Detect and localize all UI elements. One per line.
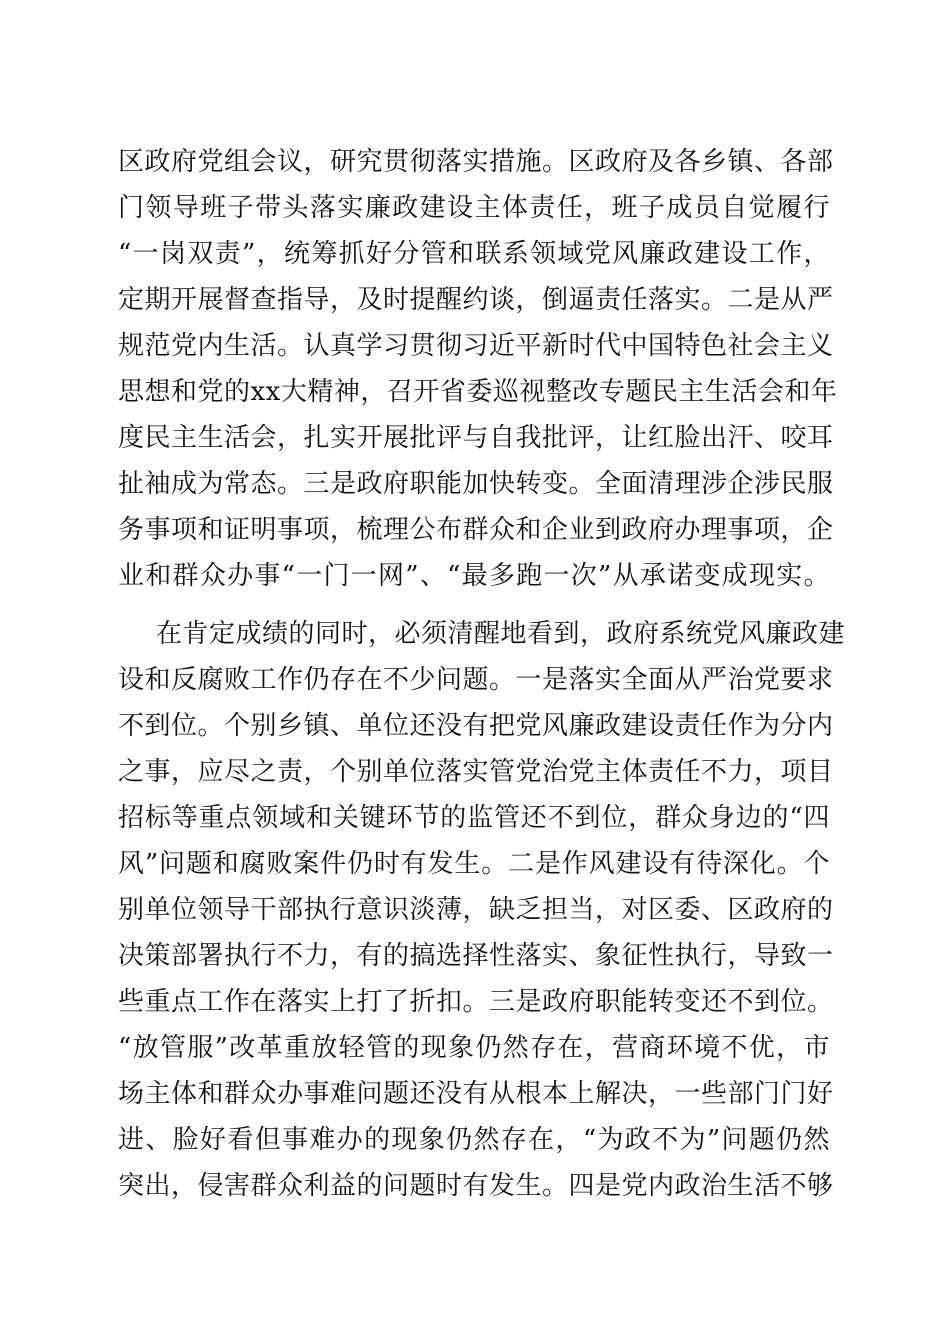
text-line: 区政府党组会议，研究贯彻落实措施。区政府及各乡镇、各部	[118, 147, 834, 177]
text-line: 突出，侵害群众利益的问题时有发生。四是党内政治生活不够	[118, 1171, 834, 1201]
text-line: 门领导班子带头落实廉政建设主体责任，班子成员自觉履行	[118, 193, 830, 223]
text-line: 设和反腐败工作仍存在不少问题。一是落实全面从严治党要求	[118, 665, 834, 695]
text-line: 不到位。个别乡镇、单位还没有把党风廉政建设责任作为分内	[118, 711, 834, 741]
text-line: 务事项和证明事项，梳理公布群众和企业到政府办理事项，企	[118, 515, 834, 545]
text-line: 场主体和群众办事难问题还没有从根本上解决，一些部门门好	[118, 1079, 834, 1109]
text-line: “一岗双责”，统筹抓好分管和联系领域党风廉政建设工作，	[118, 239, 830, 269]
text-line: 业和群众办事“一门一网”、“最多跑一次”从承诺变成现实。	[118, 561, 830, 591]
text-line: 思想和党的xx大精神，召开省委巡视整改专题民主生活会和年	[118, 377, 838, 407]
text-line: 规范党内生活。认真学习贯彻习近平新时代中国特色社会主义	[118, 331, 834, 361]
text-line: 进、脸好看但事难办的现象仍然存在，“为政不为”问题仍然	[118, 1125, 830, 1155]
text-line: 扯袖成为常态。三是政府职能加快转变。全面清理涉企涉民服	[118, 469, 834, 499]
paragraph-first-line: 在肯定成绩的同时，必须清醒地看到，政府系统党风廉政建	[156, 619, 846, 649]
text-line: 决策部署执行不力，有的搞选择性落实、象征性执行，导致一	[118, 941, 834, 971]
text-line: “放管服”改革重放轻管的现象仍然存在，营商环境不优，市	[118, 1033, 830, 1063]
text-line: 之事，应尽之责，个别单位落实管党治党主体责任不力，项目	[118, 757, 834, 787]
text-line: 别单位领导干部执行意识淡薄，缺乏担当，对区委、区政府的	[118, 895, 834, 925]
text-line: 定期开展督查指导，及时提醒约谈，倒逼责任落实。二是从严	[118, 285, 834, 315]
text-line: 些重点工作在落实上打了折扣。三是政府职能转变还不到位。	[118, 987, 834, 1017]
text-line: 招标等重点领域和关键环节的监管还不到位，群众身边的“四	[118, 803, 830, 833]
text-line: 风”问题和腐败案件仍时有发生。二是作风建设有待深化。个	[118, 849, 830, 879]
text-line: 度民主生活会，扎实开展批评与自我批评，让红脸出汗、咬耳	[118, 423, 834, 453]
